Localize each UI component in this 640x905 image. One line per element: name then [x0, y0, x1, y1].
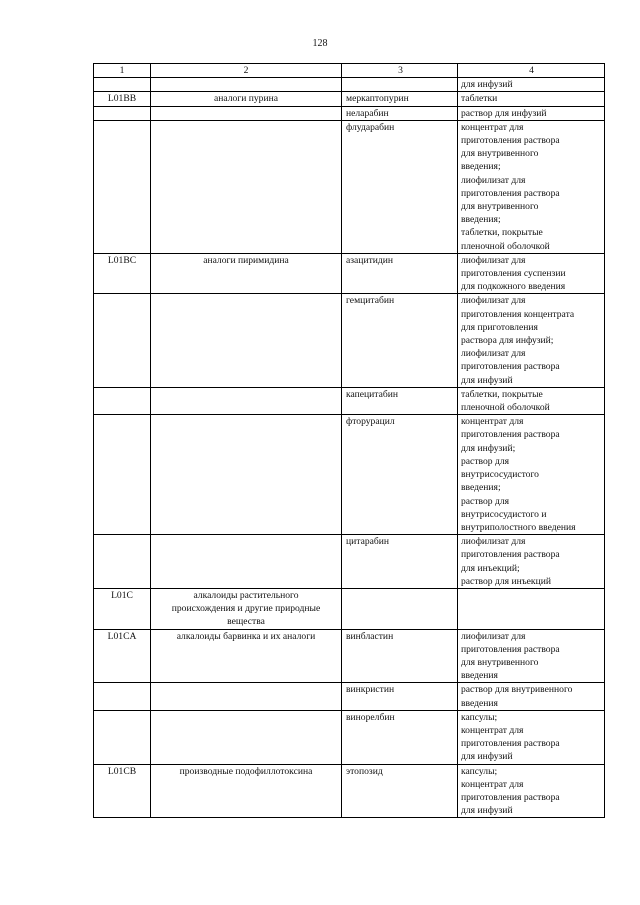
dosage-form-cell	[458, 106, 605, 120]
dosage-form-line: приготовления раствора	[461, 643, 560, 655]
dosage-form-cell	[458, 387, 605, 414]
dosage-form-cell	[458, 294, 605, 387]
table-row	[94, 106, 605, 120]
table-row	[94, 415, 605, 535]
dosage-form-line: приготовления раствора	[461, 361, 560, 373]
group-cell	[151, 92, 342, 106]
dosage-form-cell	[458, 78, 605, 92]
table-row	[94, 253, 605, 294]
drug-name-cell: винбластин	[342, 629, 458, 683]
group-cell	[151, 106, 342, 120]
dosage-form-line: введения	[461, 670, 498, 682]
column-header: 1	[94, 64, 151, 78]
table-row	[94, 294, 605, 387]
group-line: алкалоиды барвинка и их аналоги	[176, 630, 316, 642]
group-cell	[151, 535, 342, 589]
drug-name-cell: цитарабин	[342, 535, 458, 589]
column-header: 3	[342, 64, 458, 78]
drug-table	[93, 63, 605, 818]
dosage-form-line: лиофилизат для	[461, 348, 526, 360]
dosage-form-line: введения;	[461, 214, 501, 226]
group-cell	[151, 294, 342, 387]
dosage-form-cell	[458, 535, 605, 589]
dosage-form-line: раствор для инфузий	[461, 107, 547, 119]
dosage-form-line: для инфузий	[461, 79, 513, 91]
dosage-form-line: для внутривенного	[461, 656, 539, 668]
dosage-form-line: для приготовления	[461, 321, 538, 333]
table-row	[94, 764, 605, 818]
dosage-form-line: раствор для	[461, 495, 510, 507]
dosage-form-line: приготовления суспензии	[461, 268, 566, 280]
atc-code-cell	[94, 535, 151, 589]
atc-code-cell: L01CB	[94, 764, 151, 818]
dosage-form-line: приготовления концентрата	[461, 308, 575, 320]
dosage-form-cell	[458, 415, 605, 535]
dosage-form-cell	[458, 92, 605, 106]
dosage-form-line: для внутривенного	[461, 201, 539, 213]
table-row	[94, 78, 605, 92]
dosage-form-cell	[458, 588, 605, 629]
dosage-form-line: лиофилизат для	[461, 536, 526, 548]
drug-name-cell: меркаптопурин	[342, 92, 458, 106]
drug-name-cell: капецитабин	[342, 387, 458, 414]
dosage-form-line: приготовления раствора	[461, 187, 560, 199]
dosage-form-line: для внутривенного	[461, 148, 539, 160]
drug-name-cell: винкристин	[342, 683, 458, 710]
dosage-form-cell	[458, 683, 605, 710]
atc-code-cell: L01BC	[94, 253, 151, 294]
dosage-form-line: внутрисосудистого	[461, 469, 539, 481]
dosage-form-line: приготовления раствора	[461, 135, 560, 147]
table-header-row	[94, 64, 605, 78]
group-line: аналоги пурина	[213, 93, 279, 105]
group-cell	[151, 415, 342, 535]
dosage-form-line: для инфузий	[461, 374, 513, 386]
atc-code-cell	[94, 78, 151, 92]
table-row	[94, 588, 605, 629]
drug-name-cell: флударабин	[342, 120, 458, 253]
dosage-form-line: концентрат для	[461, 416, 524, 428]
table-row	[94, 629, 605, 683]
group-cell	[151, 78, 342, 92]
dosage-form-line: пленочной оболочкой	[461, 240, 550, 252]
dosage-form-line: для подкожного введения	[461, 281, 566, 293]
drug-name-cell: фторурацил	[342, 415, 458, 535]
group-cell	[151, 710, 342, 764]
table-row	[94, 92, 605, 106]
group-line: алкалоиды растительного	[193, 589, 299, 601]
group-line: вещества	[227, 616, 265, 628]
dosage-form-line: таблетки	[461, 93, 498, 105]
dosage-form-line: введения;	[461, 161, 501, 173]
atc-code-cell	[94, 387, 151, 414]
dosage-form-cell	[458, 710, 605, 764]
dosage-form-line: введения;	[461, 482, 501, 494]
group-cell	[151, 387, 342, 414]
dosage-form-line: концентрат для	[461, 121, 524, 133]
dosage-form-line: приготовления раствора	[461, 791, 560, 803]
group-cell	[151, 120, 342, 253]
atc-code-cell	[94, 683, 151, 710]
group-line: аналоги пиримидина	[203, 254, 289, 266]
dosage-form-line: лиофилизат для	[461, 295, 526, 307]
dosage-form-line: раствор для инъекций	[461, 575, 551, 587]
dosage-form-line: таблетки, покрытые	[461, 227, 543, 239]
dosage-form-cell	[458, 120, 605, 253]
drug-name-cell: азацитидин	[342, 253, 458, 294]
dosage-form-line: раствор для	[461, 455, 510, 467]
atc-code-cell: L01C	[94, 588, 151, 629]
dosage-form-line: концентрат для	[461, 778, 524, 790]
table-row	[94, 710, 605, 764]
dosage-form-line: лиофилизат для	[461, 174, 526, 186]
dosage-form-line: пленочной оболочкой	[461, 402, 550, 414]
dosage-form-line: капсулы;	[461, 711, 498, 723]
column-header: 4	[458, 64, 605, 78]
dosage-form-line: лиофилизат для	[461, 630, 526, 642]
atc-code-cell	[94, 710, 151, 764]
atc-code-cell: L01BB	[94, 92, 151, 106]
atc-code-cell	[94, 294, 151, 387]
drug-name-cell	[342, 588, 458, 629]
dosage-form-line: внутрисосудистого и	[461, 508, 547, 520]
dosage-form-line: для инфузий;	[461, 442, 516, 454]
dosage-form-line: таблетки, покрытые	[461, 388, 543, 400]
dosage-form-line: для инъекций;	[461, 562, 520, 574]
page-number: 128	[312, 38, 328, 49]
dosage-form-line: раствор для внутривенного	[461, 684, 573, 696]
atc-code-cell	[94, 120, 151, 253]
table-row	[94, 387, 605, 414]
drug-name-cell: винорелбин	[342, 710, 458, 764]
dosage-form-line: приготовления раствора	[461, 549, 560, 561]
group-cell	[151, 253, 342, 294]
drug-name-cell: этопозид	[342, 764, 458, 818]
dosage-form-line: концентрат для	[461, 724, 524, 736]
dosage-form-line: для инфузий	[461, 751, 513, 763]
atc-code-cell	[94, 415, 151, 535]
dosage-form-line: лиофилизат для	[461, 254, 526, 266]
group-cell	[151, 629, 342, 683]
group-line: происхождения и другие природные	[171, 603, 321, 615]
group-cell	[151, 588, 342, 629]
dosage-form-line: раствора для инфузий;	[461, 335, 554, 347]
dosage-form-line: внутриполостного введения	[461, 521, 576, 533]
table-row	[94, 535, 605, 589]
dosage-form-cell	[458, 629, 605, 683]
dosage-form-line: приготовления раствора	[461, 429, 560, 441]
table-row	[94, 683, 605, 710]
drug-name-cell: неларабин	[342, 106, 458, 120]
group-cell	[151, 683, 342, 710]
dosage-form-line: введения	[461, 697, 498, 709]
column-header: 2	[151, 64, 342, 78]
group-line: производные подофиллотоксина	[179, 765, 313, 777]
dosage-form-cell	[458, 253, 605, 294]
atc-code-cell	[94, 106, 151, 120]
drug-name-cell: гемцитабин	[342, 294, 458, 387]
table-row	[94, 120, 605, 253]
group-cell	[151, 764, 342, 818]
dosage-form-line: приготовления раствора	[461, 738, 560, 750]
drug-name-cell	[342, 78, 458, 92]
atc-code-cell: L01CA	[94, 629, 151, 683]
dosage-form-line: капсулы;	[461, 765, 498, 777]
dosage-form-line: для инфузий	[461, 805, 513, 817]
dosage-form-cell	[458, 764, 605, 818]
